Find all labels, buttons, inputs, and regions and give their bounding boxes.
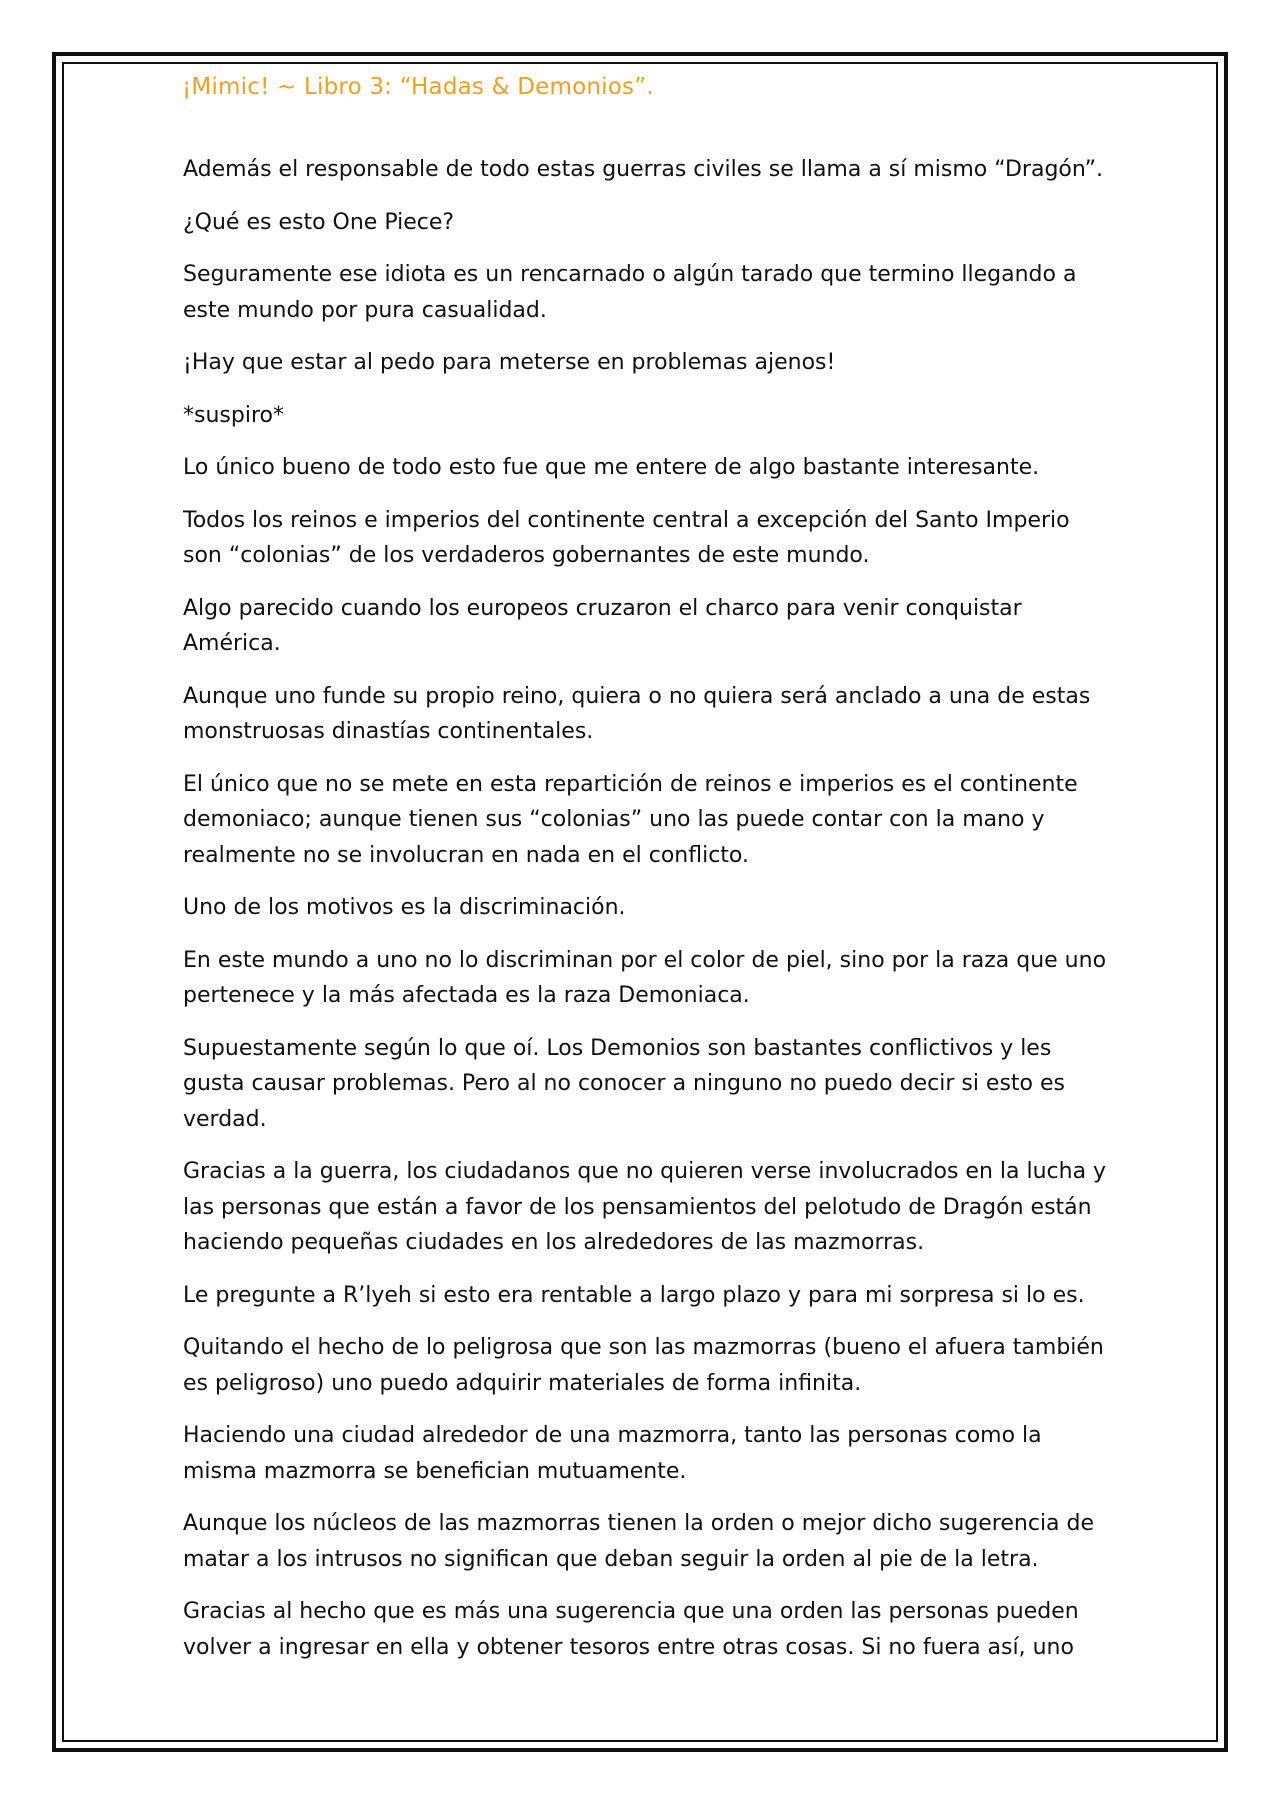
paragraph: Haciendo una ciudad alrededor de una mazmorra, tanto las personas como la misma mazmorra se benefician mutuamente. xyxy=(183,1423,1042,1484)
paragraph: Lo único bueno de todo esto fue que me entere de algo bastante interesante. xyxy=(183,455,1040,480)
paragraph: Aunque los núcleos de las mazmorras tienen la orden o mejor dicho sugerencia de matar a los intrusos no significan que deban seguir la orden al pie de la letra. xyxy=(183,1511,1095,1572)
body-text xyxy=(183,152,1113,1682)
paragraph: Aunque uno funde su propio reino, quiera o no quiera será anclado a una de estas monstruosas dinastías continentales. xyxy=(183,683,1091,744)
paragraph: Gracias al hecho que es más una sugerencia que una orden las personas pueden volver a ingresar en ella y obtener tesoros entre otras cosas. Si no fuera así, uno xyxy=(183,1599,1079,1660)
paragraph: Además el responsable de todo estas guerras civiles se llama a sí mismo “Dragón”. xyxy=(183,157,1104,182)
paragraph: Algo parecido cuando los europeos cruzaron el charco para venir conquistar América. xyxy=(183,595,1022,656)
paragraph: Supuestamente según lo que oí. Los Demonios son bastantes conflictivos y les gusta causar problemas. Pero al no conocer a ninguno no puedo decir si esto es verdad. xyxy=(183,1035,1065,1132)
paragraph: Le pregunte a R’lyeh si esto era rentable a largo plazo y para mi sorpresa si lo es. xyxy=(183,1282,1085,1308)
paragraph: Gracias a la guerra, los ciudadanos que no quieren verse involucrados en la lucha y las personas que están a favor de los pensamientos del pelotudo de Dragón están haciendo pequeñas ciudades en los alrededores de las mazmorras. xyxy=(183,1159,1107,1255)
paragraph: El único que no se mete en esta repartición de reinos e imperios es el continente demoniaco; aunque tienen sus “colonias” uno las puede contar con la mano y realmente no se involucran en nada en el conflicto. xyxy=(183,771,1078,868)
paragraph: Todos los reinos e imperios del continente central a excepción del Santo Imperio son “colonias” de los verdaderos gobernantes de este mundo. xyxy=(183,507,1070,568)
paragraph: *suspiro* xyxy=(183,402,284,428)
paragraph: ¿Qué es esto One Piece? xyxy=(183,209,455,235)
paragraph: ¡Hay que estar al pedo para meterse en problemas ajenos! xyxy=(183,350,836,375)
paragraph: Seguramente ese idiota es un rencarnado o algún tarado que termino llegando a este mundo por pura casualidad. xyxy=(183,262,1077,323)
paragraph: Quitando el hecho de lo peligrosa que son las mazmorras (bueno el afuera también es peligroso) uno puedo adquirir materiales de forma infinita. xyxy=(183,1335,1104,1396)
paragraph: Uno de los motivos es la discriminación. xyxy=(183,895,626,920)
running-header: ¡Mimic! ~ Libro 3: “Hadas & Demonios”. xyxy=(182,74,654,100)
paragraph: En este mundo a uno no lo discriminan por el color de piel, sino por la raza que uno pertenece y la más afectada es la raza Demoniaca. xyxy=(183,947,1107,1008)
